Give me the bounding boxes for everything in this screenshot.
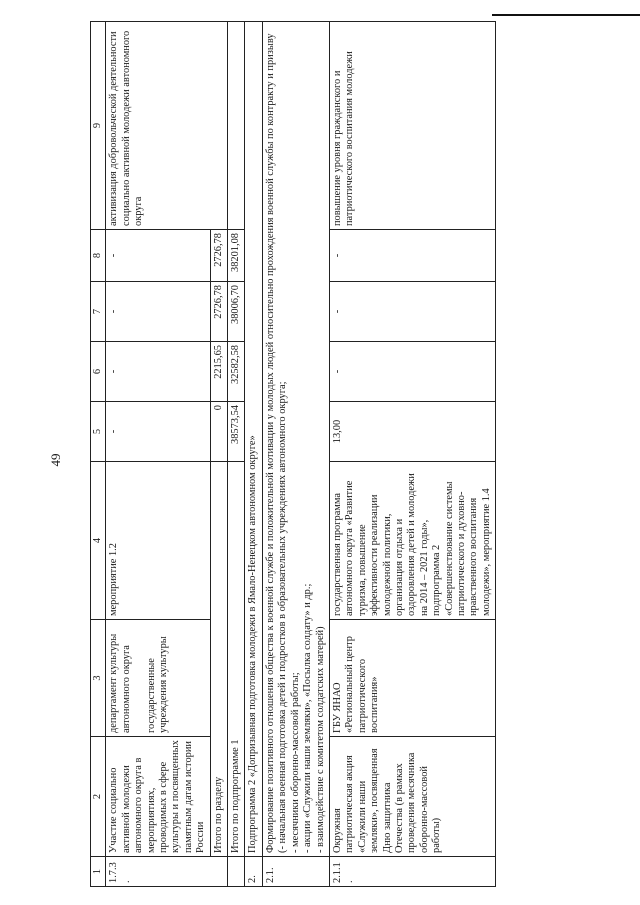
value-cell: 2215,65 (210, 342, 227, 402)
value-cell: - (106, 282, 210, 342)
rotated-page (90, 22, 618, 887)
value-cell: - (106, 342, 210, 402)
subprogram-total-label: Итого по подпрограмме 1 (228, 462, 245, 857)
program-link: государственная программа автономного округа «Развитие туризма, повышение эффективности реализации молодежной политики, организация отдыха и оздоровления детей и молодежи на 2014 – 2021 годы», подпрограмма 2 «Совершенствование системы патриотического и духовно-нравственного воспитания молодежи», мероприятие 1.4 (329, 462, 495, 620)
measures-table (90, 21, 496, 887)
col-number: 3 (91, 620, 106, 737)
executor: ГБУ ЯНАО «Региональный центр патриотического воспитания» (329, 620, 495, 737)
measure-name: Окружная патриотическая акция «Служили наши земляки», посвященная Дню защитника Отечества (в рамках проведения месячника оборонно-массовой работы) (329, 737, 495, 857)
table-row (228, 22, 245, 887)
table-row (106, 22, 210, 887)
col-number: 7 (91, 282, 106, 342)
row-number: 2.1.1. (329, 857, 495, 887)
value-cell: 38006,70 (228, 282, 245, 342)
row-number (228, 857, 245, 887)
task-line: - взаимодействие с комитетом солдатских матерей) (314, 626, 326, 853)
value-cell: 38201,08 (228, 230, 245, 282)
value-cell: - (329, 342, 495, 402)
value-cell: 13,00 (329, 402, 495, 462)
col-number: 1 (91, 857, 106, 887)
row-number: 2. (245, 857, 262, 887)
value-cell: 0 (210, 402, 227, 462)
table-row (329, 22, 495, 887)
page-number: 49 (48, 453, 63, 467)
col-number: 5 (91, 402, 106, 462)
task-line: (- начальная военная подготовка детей и подростков в образовательных учреждениях автономного округа; (277, 381, 289, 853)
row-number: 1.7.3. (106, 857, 228, 887)
expected-result: повышение уровня гражданского и патриотического воспитания молодежи (329, 22, 495, 230)
value-cell: - (329, 282, 495, 342)
task-description (262, 22, 329, 857)
section-total-label: Итого по разделу (210, 462, 227, 857)
row-number: 2.1. (262, 857, 329, 887)
expected-result (228, 22, 245, 230)
task-line: - акции «Служили наши земляки», «Посылка солдату» и др.; (302, 583, 314, 853)
measure-name: Участие социально активной молодежи автономного округа в мероприятиях, проводимых в сфере культуры и посвященных памятным датам истории России (106, 737, 210, 857)
col-number: 6 (91, 342, 106, 402)
col-number: 9 (91, 22, 106, 230)
value-cell: 2726,78 (210, 230, 227, 282)
program-link: мероприятие 1.2 (106, 462, 210, 620)
top-edge-line (492, 14, 640, 16)
value-cell: 32582,58 (228, 342, 245, 402)
column-number-row (91, 22, 106, 887)
subprogram-title: Подпрограмма 2 «Допризывная подготовка молодежи в Ямало-Ненецком автономном округе» (245, 22, 262, 857)
expected-result: активизация добровольческой деятельности социально активной молодежи автономного округа (106, 22, 228, 230)
col-number: 8 (91, 230, 106, 282)
col-number: 4 (91, 462, 106, 620)
value-cell: 2726,78 (210, 282, 227, 342)
table-row (262, 22, 329, 887)
value-cell: - (329, 230, 495, 282)
value-cell: - (106, 230, 210, 282)
value-cell: - (106, 402, 210, 462)
value-cell: 38573,54 (228, 402, 245, 462)
task-line: - месячники оборонно-массовой работы; (289, 672, 301, 853)
table-row (245, 22, 262, 887)
col-number: 2 (91, 737, 106, 857)
task-line: Формирование позитивного отношения общества к военной службе и положительной мотивации у молодых людей относительно прохождения военной службы по контракту и призыву (264, 33, 276, 853)
executor: департамент культуры автономного округа государственные учреждения культуры (106, 620, 210, 737)
